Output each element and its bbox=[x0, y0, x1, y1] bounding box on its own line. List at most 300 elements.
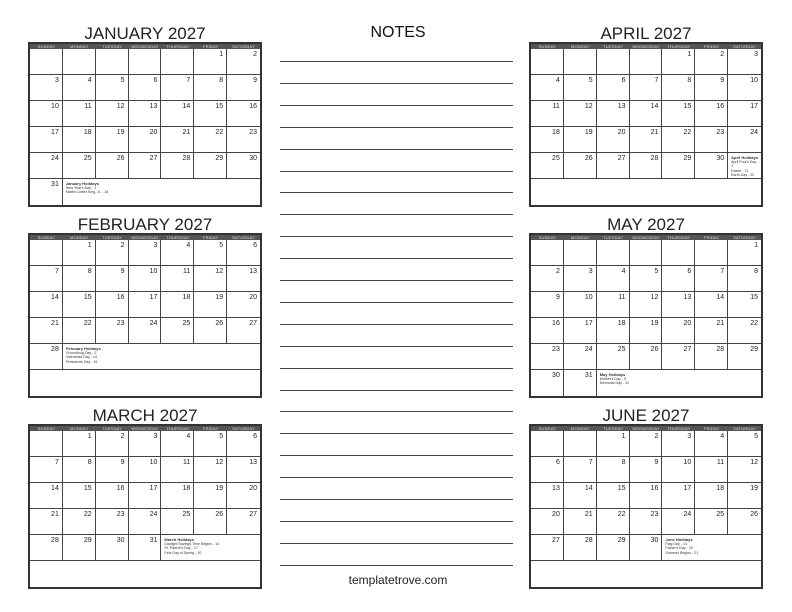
holidays-note bbox=[665, 538, 698, 555]
day-cell[interactable] bbox=[531, 457, 564, 483]
day-cell[interactable] bbox=[63, 101, 96, 127]
day-cell[interactable] bbox=[662, 292, 695, 318]
day-cell[interactable] bbox=[564, 509, 597, 535]
day-cell[interactable] bbox=[129, 101, 162, 127]
day-number: 21 bbox=[51, 320, 59, 327]
day-cell[interactable] bbox=[531, 127, 564, 153]
day-number: 30 bbox=[249, 155, 257, 162]
day-cell[interactable] bbox=[597, 457, 630, 483]
day-cell[interactable] bbox=[564, 266, 597, 292]
day-number: 13 bbox=[249, 268, 257, 275]
day-cell[interactable] bbox=[630, 509, 663, 535]
day-cell[interactable] bbox=[728, 457, 761, 483]
day-number: 25 bbox=[182, 511, 191, 518]
day-cell[interactable] bbox=[96, 431, 129, 457]
day-cell[interactable] bbox=[129, 431, 162, 457]
day-cell[interactable] bbox=[531, 318, 564, 344]
day-cell[interactable] bbox=[728, 344, 761, 370]
day-number: 14 bbox=[716, 294, 725, 301]
day-cell[interactable] bbox=[161, 101, 194, 127]
note-line[interactable] bbox=[280, 236, 513, 237]
day-cell[interactable] bbox=[30, 457, 63, 483]
day-number: 12 bbox=[116, 103, 125, 110]
day-cell[interactable] bbox=[129, 266, 162, 292]
day-cell[interactable] bbox=[129, 240, 162, 266]
day-cell[interactable] bbox=[630, 457, 663, 483]
day-number: 16 bbox=[716, 103, 725, 110]
day-number: 1 bbox=[687, 51, 692, 58]
day-cell[interactable] bbox=[194, 49, 227, 75]
day-cell[interactable] bbox=[597, 318, 630, 344]
day-number: 16 bbox=[650, 485, 659, 492]
day-number: 27 bbox=[149, 155, 158, 162]
day-cell[interactable] bbox=[662, 101, 695, 127]
day-cell[interactable] bbox=[63, 483, 96, 509]
day-cell[interactable] bbox=[63, 431, 96, 457]
day-cell[interactable] bbox=[63, 153, 96, 179]
day-cell[interactable] bbox=[30, 535, 63, 561]
holidays-note bbox=[164, 538, 219, 555]
day-number: 4 bbox=[186, 433, 191, 440]
day-cell[interactable] bbox=[728, 266, 761, 292]
holiday-line: Mother's Day - 9 bbox=[599, 377, 626, 382]
day-cell[interactable] bbox=[227, 483, 260, 509]
weekday-label: THURSDAY bbox=[667, 44, 691, 49]
holidays-title: March Holidays bbox=[164, 537, 194, 542]
day-cell[interactable] bbox=[96, 292, 129, 318]
day-number: 18 bbox=[617, 320, 626, 327]
day-cell[interactable] bbox=[695, 431, 728, 457]
day-cell[interactable] bbox=[531, 344, 564, 370]
day-cell[interactable] bbox=[597, 266, 630, 292]
month-title: JUNE 2027 bbox=[602, 406, 690, 425]
day-number: 22 bbox=[750, 320, 758, 327]
day-cell[interactable] bbox=[30, 266, 63, 292]
day-cell[interactable] bbox=[227, 457, 260, 483]
holiday-line: Earth Day - 22 bbox=[731, 172, 755, 177]
day-cell[interactable] bbox=[531, 370, 564, 396]
day-number: 22 bbox=[83, 511, 92, 518]
empty-cell bbox=[129, 344, 162, 370]
day-cell[interactable] bbox=[227, 266, 260, 292]
day-cell[interactable] bbox=[161, 457, 194, 483]
day-number: 1 bbox=[87, 433, 92, 440]
day-number: 11 bbox=[183, 268, 191, 275]
day-number: 9 bbox=[720, 77, 725, 84]
day-number: 22 bbox=[83, 320, 92, 327]
day-cell[interactable] bbox=[30, 153, 63, 179]
day-cell[interactable] bbox=[695, 344, 728, 370]
note-line[interactable] bbox=[280, 83, 513, 84]
day-cell[interactable] bbox=[96, 75, 129, 101]
day-cell[interactable] bbox=[728, 431, 761, 457]
holiday-line: Flag Day - 14 bbox=[665, 542, 687, 547]
day-number: 26 bbox=[750, 511, 758, 518]
day-cell[interactable] bbox=[531, 509, 564, 535]
day-cell[interactable] bbox=[662, 266, 695, 292]
day-cell[interactable] bbox=[227, 101, 260, 127]
day-number: 13 bbox=[552, 485, 560, 492]
day-number: 26 bbox=[650, 346, 659, 353]
day-cell[interactable] bbox=[194, 509, 227, 535]
day-cell[interactable] bbox=[129, 318, 162, 344]
day-cell[interactable] bbox=[597, 101, 630, 127]
holiday-line: Memorial Day - 31 bbox=[599, 381, 630, 386]
day-number: 27 bbox=[617, 155, 626, 162]
day-cell[interactable] bbox=[161, 266, 194, 292]
note-line[interactable] bbox=[280, 565, 513, 566]
day-cell[interactable] bbox=[30, 344, 63, 370]
day-cell[interactable] bbox=[695, 127, 728, 153]
day-cell[interactable] bbox=[30, 509, 63, 535]
day-number: 6 bbox=[253, 433, 257, 440]
day-cell[interactable] bbox=[597, 431, 630, 457]
day-cell[interactable] bbox=[597, 509, 630, 535]
day-number: 24 bbox=[51, 155, 59, 162]
empty-cell bbox=[531, 240, 564, 266]
day-cell[interactable] bbox=[63, 127, 96, 153]
day-cell[interactable] bbox=[662, 127, 695, 153]
day-cell[interactable] bbox=[695, 292, 728, 318]
day-cell[interactable] bbox=[597, 483, 630, 509]
month-grid bbox=[529, 424, 763, 589]
day-cell[interactable] bbox=[564, 318, 597, 344]
day-cell[interactable] bbox=[728, 483, 761, 509]
day-cell[interactable] bbox=[662, 483, 695, 509]
day-cell[interactable] bbox=[30, 318, 63, 344]
weekday-label: WEDNESDAY bbox=[632, 235, 660, 240]
day-number: 28 bbox=[650, 155, 659, 162]
day-cell[interactable] bbox=[30, 75, 63, 101]
note-line[interactable] bbox=[280, 521, 513, 522]
day-cell[interactable] bbox=[630, 292, 663, 318]
day-cell[interactable] bbox=[63, 266, 96, 292]
month-title: MAY 2027 bbox=[607, 215, 685, 234]
empty-cell bbox=[194, 344, 227, 370]
day-cell[interactable] bbox=[194, 431, 227, 457]
empty-cell bbox=[194, 370, 227, 396]
day-cell[interactable] bbox=[564, 535, 597, 561]
day-cell[interactable] bbox=[531, 153, 564, 179]
day-cell[interactable] bbox=[194, 153, 227, 179]
note-line[interactable] bbox=[280, 192, 513, 193]
day-cell[interactable] bbox=[30, 179, 63, 205]
holiday-line: Summer Begins - 21 bbox=[665, 550, 699, 555]
day-cell[interactable] bbox=[227, 318, 260, 344]
day-cell[interactable] bbox=[728, 101, 761, 127]
day-cell[interactable] bbox=[129, 75, 162, 101]
day-number: 11 bbox=[183, 459, 191, 466]
weekday-label: TUESDAY bbox=[102, 235, 123, 240]
day-cell[interactable] bbox=[194, 266, 227, 292]
day-number: 27 bbox=[683, 346, 692, 353]
day-cell[interactable] bbox=[63, 457, 96, 483]
day-cell[interactable] bbox=[564, 370, 597, 396]
note-line[interactable] bbox=[280, 127, 513, 128]
day-cell[interactable] bbox=[728, 75, 761, 101]
day-number: 29 bbox=[617, 537, 626, 544]
day-cell[interactable] bbox=[227, 153, 260, 179]
day-cell[interactable] bbox=[695, 483, 728, 509]
note-line[interactable] bbox=[280, 280, 513, 281]
day-number: 7 bbox=[720, 268, 725, 275]
day-cell[interactable] bbox=[630, 75, 663, 101]
day-cell[interactable] bbox=[630, 344, 663, 370]
empty-cell bbox=[630, 240, 663, 266]
day-cell[interactable] bbox=[630, 535, 663, 561]
day-cell[interactable] bbox=[129, 153, 162, 179]
weekday-label: SUNDAY bbox=[538, 235, 557, 240]
day-number: 5 bbox=[219, 242, 224, 249]
holidays-title: January Holidays bbox=[65, 181, 99, 186]
day-cell[interactable] bbox=[728, 240, 761, 266]
day-cell[interactable] bbox=[630, 153, 663, 179]
day-cell[interactable] bbox=[564, 153, 597, 179]
day-cell[interactable] bbox=[30, 483, 63, 509]
day-cell[interactable] bbox=[63, 75, 96, 101]
day-number: 27 bbox=[552, 537, 560, 544]
day-number: 6 bbox=[687, 268, 692, 275]
day-cell[interactable] bbox=[531, 535, 564, 561]
empty-cell bbox=[96, 561, 129, 587]
month-grid bbox=[28, 233, 262, 398]
day-cell[interactable] bbox=[161, 240, 194, 266]
day-cell[interactable] bbox=[194, 240, 227, 266]
day-cell[interactable] bbox=[30, 127, 63, 153]
empty-cell bbox=[728, 179, 761, 205]
day-cell[interactable] bbox=[129, 535, 162, 561]
day-cell[interactable] bbox=[531, 75, 564, 101]
day-cell[interactable] bbox=[728, 318, 761, 344]
day-number: 28 bbox=[584, 537, 593, 544]
month-title: FEBRUARY 2027 bbox=[77, 215, 213, 234]
day-cell[interactable] bbox=[96, 457, 129, 483]
day-cell[interactable] bbox=[194, 101, 227, 127]
day-cell[interactable] bbox=[96, 483, 129, 509]
day-cell[interactable] bbox=[695, 153, 728, 179]
day-cell[interactable] bbox=[662, 344, 695, 370]
weekday-label: THURSDAY bbox=[166, 44, 190, 49]
day-number: 29 bbox=[83, 537, 92, 544]
day-cell[interactable] bbox=[662, 75, 695, 101]
note-line[interactable] bbox=[280, 411, 513, 412]
holidays-note bbox=[731, 156, 761, 177]
day-cell[interactable] bbox=[227, 431, 260, 457]
day-cell[interactable] bbox=[227, 49, 260, 75]
day-cell[interactable] bbox=[662, 153, 695, 179]
day-cell[interactable] bbox=[728, 49, 761, 75]
day-cell[interactable] bbox=[597, 75, 630, 101]
day-cell[interactable] bbox=[96, 101, 129, 127]
note-line[interactable] bbox=[280, 61, 513, 62]
day-cell[interactable] bbox=[531, 483, 564, 509]
day-cell[interactable] bbox=[96, 153, 129, 179]
day-cell[interactable] bbox=[129, 483, 162, 509]
day-cell[interactable] bbox=[564, 101, 597, 127]
empty-cell bbox=[531, 179, 564, 205]
day-cell[interactable] bbox=[161, 127, 194, 153]
day-number: 19 bbox=[750, 485, 758, 492]
day-cell[interactable] bbox=[564, 75, 597, 101]
day-cell[interactable] bbox=[662, 318, 695, 344]
day-cell[interactable] bbox=[161, 509, 194, 535]
day-cell[interactable] bbox=[161, 153, 194, 179]
note-line[interactable] bbox=[280, 171, 513, 172]
day-cell[interactable] bbox=[695, 509, 728, 535]
day-number: 12 bbox=[215, 268, 224, 275]
note-line[interactable] bbox=[280, 499, 513, 500]
note-line[interactable] bbox=[280, 543, 513, 544]
holidays-title: June Holidays bbox=[665, 537, 693, 542]
note-line[interactable] bbox=[280, 214, 513, 215]
day-cell[interactable] bbox=[597, 344, 630, 370]
day-number: 30 bbox=[552, 372, 560, 379]
day-cell[interactable] bbox=[63, 318, 96, 344]
day-cell[interactable] bbox=[96, 509, 129, 535]
day-cell[interactable] bbox=[161, 318, 194, 344]
day-cell[interactable] bbox=[630, 266, 663, 292]
day-cell[interactable] bbox=[227, 75, 260, 101]
day-number: 2 bbox=[654, 433, 659, 440]
day-cell[interactable] bbox=[695, 49, 728, 75]
day-number: 28 bbox=[716, 346, 725, 353]
day-cell[interactable] bbox=[96, 266, 129, 292]
day-cell[interactable] bbox=[161, 431, 194, 457]
day-cell[interactable] bbox=[96, 318, 129, 344]
note-line[interactable] bbox=[280, 302, 513, 303]
day-cell[interactable] bbox=[695, 75, 728, 101]
day-number: 12 bbox=[750, 459, 758, 466]
note-line[interactable] bbox=[280, 324, 513, 325]
day-cell[interactable] bbox=[728, 127, 761, 153]
day-cell[interactable] bbox=[161, 75, 194, 101]
day-cell[interactable] bbox=[227, 292, 260, 318]
day-cell[interactable] bbox=[662, 431, 695, 457]
day-cell[interactable] bbox=[695, 457, 728, 483]
day-cell[interactable] bbox=[194, 457, 227, 483]
day-number: 10 bbox=[51, 103, 59, 110]
day-cell[interactable] bbox=[194, 483, 227, 509]
day-number: 23 bbox=[116, 511, 125, 518]
holiday-line: First Day of Spring - 20 bbox=[164, 550, 202, 555]
empty-cell bbox=[597, 49, 630, 75]
day-cell[interactable] bbox=[129, 127, 162, 153]
day-cell[interactable] bbox=[194, 318, 227, 344]
weekday-label: THURSDAY bbox=[166, 235, 190, 240]
day-number: 6 bbox=[621, 77, 626, 84]
note-line[interactable] bbox=[280, 477, 513, 478]
day-cell[interactable] bbox=[194, 75, 227, 101]
note-line[interactable] bbox=[280, 149, 513, 150]
day-cell[interactable] bbox=[597, 535, 630, 561]
day-cell[interactable] bbox=[531, 292, 564, 318]
day-cell[interactable] bbox=[662, 509, 695, 535]
note-line[interactable] bbox=[280, 433, 513, 434]
empty-cell bbox=[597, 179, 630, 205]
day-number: 7 bbox=[588, 459, 593, 466]
day-cell[interactable] bbox=[564, 483, 597, 509]
day-cell[interactable] bbox=[597, 292, 630, 318]
day-cell[interactable] bbox=[662, 457, 695, 483]
note-line[interactable] bbox=[280, 368, 513, 369]
day-cell[interactable] bbox=[129, 457, 162, 483]
day-cell[interactable] bbox=[630, 318, 663, 344]
empty-cell bbox=[63, 561, 96, 587]
weekday-label: SATURDAY bbox=[733, 426, 756, 431]
day-number: 9 bbox=[253, 77, 257, 84]
day-cell[interactable] bbox=[695, 318, 728, 344]
day-cell[interactable] bbox=[662, 49, 695, 75]
day-cell[interactable] bbox=[728, 509, 761, 535]
day-cell[interactable] bbox=[63, 509, 96, 535]
day-cell[interactable] bbox=[695, 101, 728, 127]
day-cell[interactable] bbox=[531, 266, 564, 292]
day-number: 31 bbox=[584, 372, 593, 379]
day-cell[interactable] bbox=[695, 266, 728, 292]
day-cell[interactable] bbox=[63, 292, 96, 318]
day-cell[interactable] bbox=[564, 344, 597, 370]
empty-cell bbox=[597, 240, 630, 266]
day-cell[interactable] bbox=[129, 509, 162, 535]
day-cell[interactable] bbox=[96, 127, 129, 153]
day-cell[interactable] bbox=[161, 292, 194, 318]
day-cell[interactable] bbox=[194, 292, 227, 318]
day-cell[interactable] bbox=[30, 292, 63, 318]
day-cell[interactable] bbox=[227, 127, 260, 153]
footer-website[interactable]: templatetrove.com bbox=[348, 573, 448, 587]
empty-cell bbox=[728, 561, 761, 587]
day-number: 16 bbox=[552, 320, 560, 327]
day-cell[interactable] bbox=[531, 101, 564, 127]
day-cell[interactable] bbox=[630, 483, 663, 509]
day-number: 11 bbox=[618, 294, 626, 301]
note-line[interactable] bbox=[280, 258, 513, 259]
day-cell[interactable] bbox=[564, 127, 597, 153]
note-line[interactable] bbox=[280, 455, 513, 456]
note-line[interactable] bbox=[280, 346, 513, 347]
day-cell[interactable] bbox=[630, 127, 663, 153]
day-cell[interactable] bbox=[728, 292, 761, 318]
day-cell[interactable] bbox=[96, 535, 129, 561]
day-cell[interactable] bbox=[597, 153, 630, 179]
day-cell[interactable] bbox=[630, 431, 663, 457]
weekday-label: MONDAY bbox=[70, 426, 89, 431]
day-number: 22 bbox=[683, 129, 692, 136]
day-cell[interactable] bbox=[227, 509, 260, 535]
empty-cell bbox=[161, 49, 194, 75]
day-cell[interactable] bbox=[194, 127, 227, 153]
day-cell[interactable] bbox=[161, 483, 194, 509]
day-cell[interactable] bbox=[227, 240, 260, 266]
day-cell[interactable] bbox=[63, 535, 96, 561]
weekday-label: SUNDAY bbox=[37, 235, 56, 240]
day-cell[interactable] bbox=[30, 101, 63, 127]
day-cell[interactable] bbox=[564, 457, 597, 483]
day-cell[interactable] bbox=[96, 240, 129, 266]
day-number: 17 bbox=[149, 294, 158, 301]
day-number: 4 bbox=[555, 77, 560, 84]
day-cell[interactable] bbox=[63, 240, 96, 266]
weekday-label: FRIDAY bbox=[202, 44, 219, 49]
day-cell[interactable] bbox=[564, 292, 597, 318]
day-cell[interactable] bbox=[597, 127, 630, 153]
empty-cell bbox=[30, 370, 63, 396]
note-line[interactable] bbox=[280, 390, 513, 391]
day-cell[interactable] bbox=[630, 101, 663, 127]
note-line[interactable] bbox=[280, 105, 513, 106]
day-cell[interactable] bbox=[129, 292, 162, 318]
day-number: 12 bbox=[584, 103, 593, 110]
